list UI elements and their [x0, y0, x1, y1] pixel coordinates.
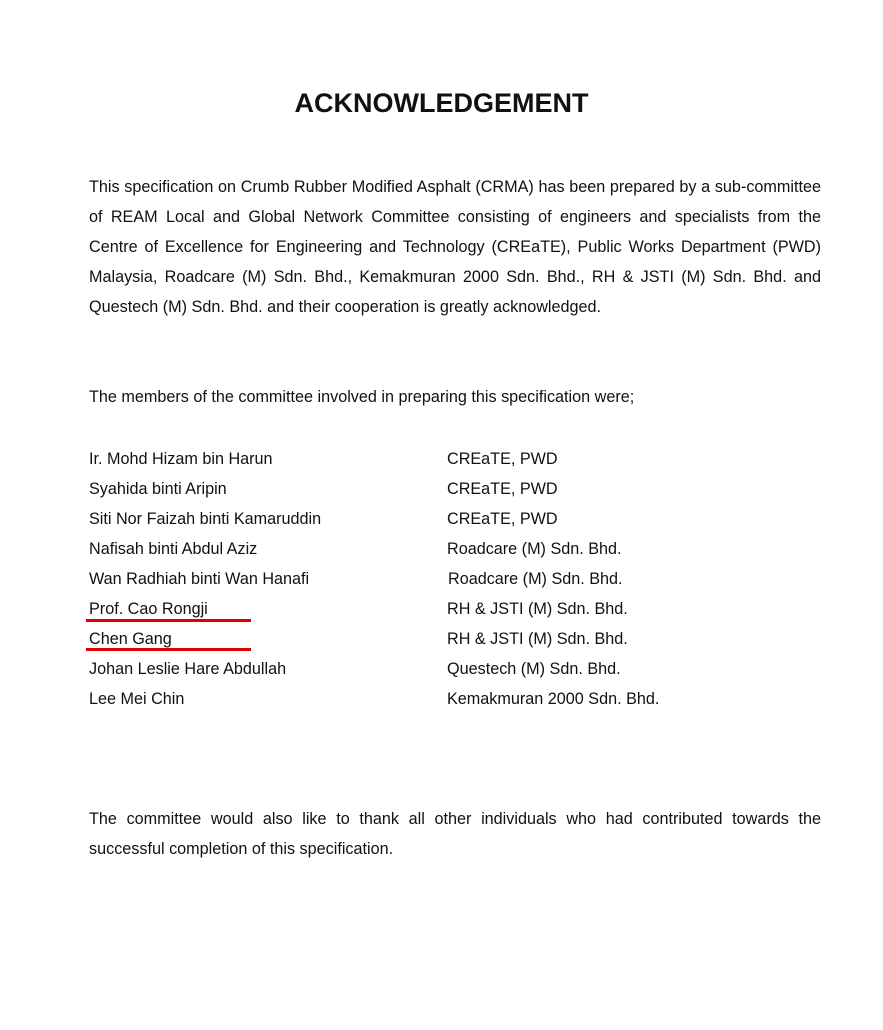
members-intro-paragraph: The members of the committee involved in preparing this specification were;	[89, 388, 635, 406]
member-name: Johan Leslie Hare Abdullah	[89, 660, 287, 678]
member-name: Prof. Cao Rongji	[89, 600, 208, 618]
member-organization: RH & JSTI (M) Sdn. Bhd.	[447, 600, 628, 618]
committee-members-list	[89, 444, 821, 714]
member-name: Syahida binti Aripin	[89, 480, 227, 498]
intro-paragraph: This specification on Crumb Rubber Modified Asphalt (CRMA) has been prepared by a sub-committee of REAM Local and Global Network Committee consisting of engineers and specialists from the Centre of Excellence for Engineering and Technology (CREaTE), Public Works Department (PWD) Malaysia, Roadcare (M) Sdn. Bhd., Kemakmuran 2000 Sdn. Bhd., RH & JSTI (M) Sdn. Bhd. and Questech (M) Sdn. Bhd. and their cooperation is greatly acknowledged.	[89, 178, 821, 316]
member-row	[89, 504, 821, 534]
closing-paragraph: The committee would also like to thank all other individuals who had contributed towards the successful completion of this specification.	[89, 810, 821, 858]
member-name: Nafisah binti Abdul Aziz	[89, 540, 258, 558]
member-row	[89, 534, 821, 564]
red-highlight-underline	[86, 619, 251, 622]
member-name: Wan Radhiah binti Wan Hanafi	[89, 570, 310, 588]
member-row	[89, 654, 821, 684]
member-organization: Roadcare (M) Sdn. Bhd.	[447, 540, 622, 558]
member-organization: RH & JSTI (M) Sdn. Bhd.	[447, 630, 628, 648]
page-title: ACKNOWLEDGEMENT	[294, 88, 589, 118]
red-highlight-underline	[86, 648, 251, 651]
member-organization: CREaTE, PWD	[447, 480, 558, 498]
member-name: Siti Nor Faizah binti Kamaruddin	[89, 510, 322, 528]
member-row	[89, 444, 821, 474]
member-row	[89, 474, 821, 504]
member-name: Lee Mei Chin	[89, 690, 185, 708]
member-organization: Roadcare (M) Sdn. Bhd.	[448, 570, 623, 588]
member-organization: CREaTE, PWD	[447, 450, 558, 468]
member-name: Ir. Mohd Hizam bin Harun	[89, 450, 273, 468]
member-row	[89, 564, 821, 594]
member-organization: CREaTE, PWD	[447, 510, 558, 528]
member-row	[89, 684, 821, 714]
member-organization: Questech (M) Sdn. Bhd.	[447, 660, 621, 678]
member-organization: Kemakmuran 2000 Sdn. Bhd.	[447, 690, 660, 708]
member-name: Chen Gang	[89, 630, 172, 648]
